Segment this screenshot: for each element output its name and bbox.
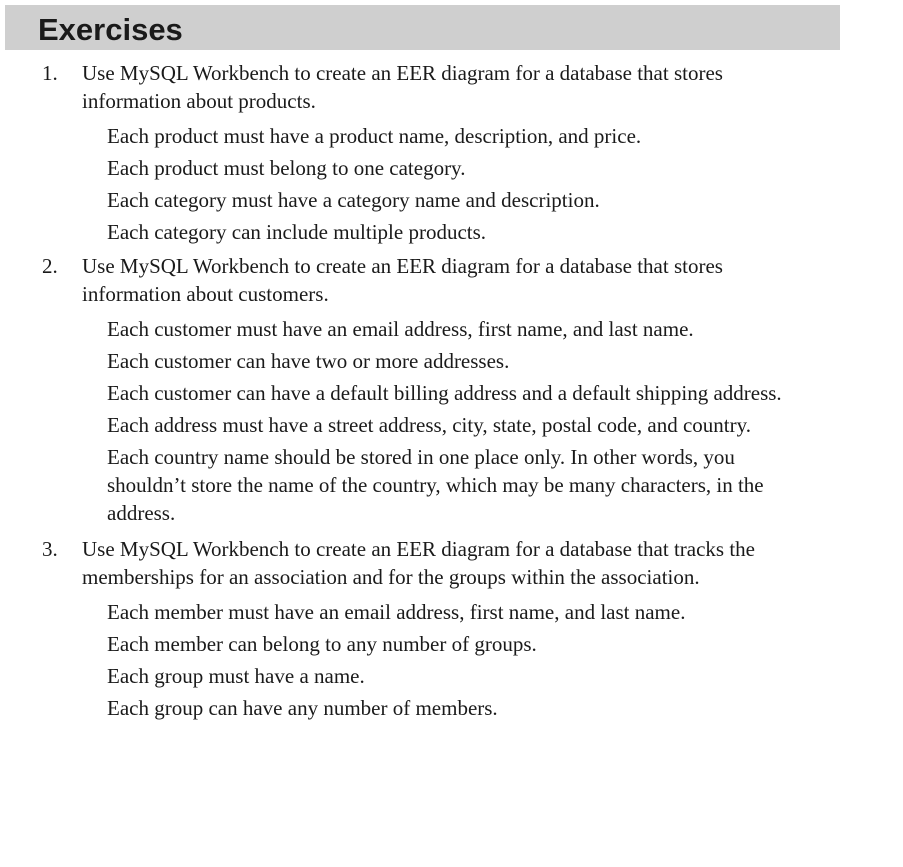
requirement-item: Each member must have an email address, first name, and last name. [107,600,686,624]
requirement-item: Each product must belong to one category. [107,156,466,180]
requirement-item: Each customer can have a default billing address and a default shipping address. [107,381,782,405]
exercise-number: 1. [42,61,58,85]
section-title: Exercises [38,12,183,47]
exercise-2 [0,252,903,527]
requirement-item: Each customer must have an email address, first name, and last name. [107,317,694,341]
requirement-item: Each member can belong to any number of groups. [107,632,537,656]
requirement-list [0,598,903,722]
requirement-item: Each category can include multiple products. [107,220,487,244]
exercise-text: Use MySQL Workbench to create an EER diagram for a database that stores information about products. [82,61,723,113]
requirement-item: Each address must have a street address, city, state, postal code, and country. [107,413,751,437]
requirement-item: Each group can have any number of members. [107,696,498,720]
exercise-number: 3. [42,537,58,561]
exercise-number: 2. [42,254,58,278]
exercise-3 [0,535,903,722]
exercise-list [0,56,903,722]
exercise-text: Use MySQL Workbench to create an EER diagram for a database that tracks the memberships for an association and for the groups within the association. [82,537,755,589]
requirement-item: Each customer can have two or more addresses. [107,349,510,373]
requirement-list [0,315,903,527]
section-header [5,5,840,50]
exercise-1 [0,59,903,246]
requirement-item: Each product must have a product name, description, and price. [107,124,642,148]
requirement-item: Each category must have a category name and description. [107,188,600,212]
requirement-item: Each group must have a name. [107,664,365,688]
requirement-list [0,122,903,246]
exercise-text: Use MySQL Workbench to create an EER diagram for a database that stores information about customers. [82,254,723,306]
requirement-item: Each country name should be stored in one place only. In other words, you shouldn’t store the name of the country, which may be many characters, in the address. [107,445,764,525]
